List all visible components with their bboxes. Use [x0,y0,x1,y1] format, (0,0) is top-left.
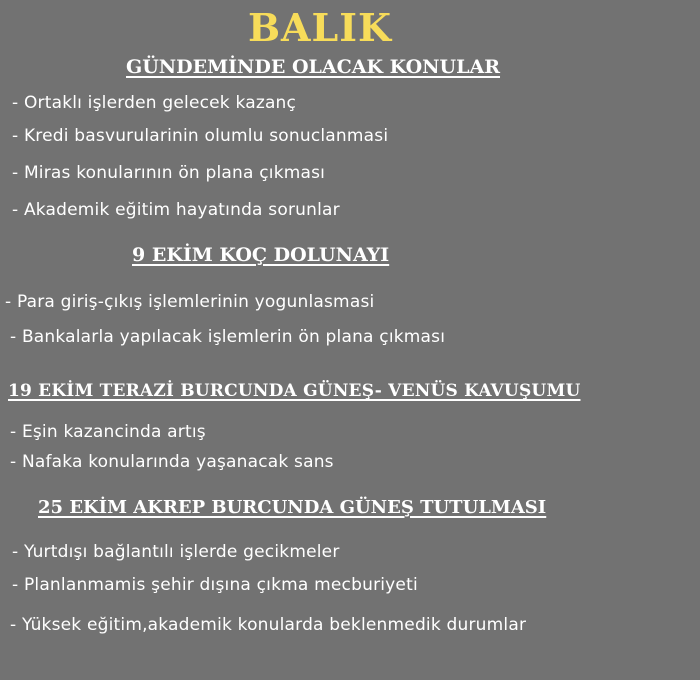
list-item: - Kredi basvurularinin olumlu sonuclanmasi [12,126,389,146]
list-item: - Planlanmamis şehir dışına çıkma mecburiyeti [12,575,418,595]
list-item: - Yurtdışı bağlantılı işlerde gecikmeler [12,542,340,562]
section-heading-gundem: GÜNDEMİNDE OLACAK KONULAR [126,56,501,78]
list-item: - Para giriş-çıkış işlemlerinin yogunlasmasi [5,292,375,312]
list-item: - Nafaka konularında yaşanacak sans [10,452,334,472]
list-item: - Miras konularının ön plana çıkması [12,163,326,183]
section-heading-koc-dolunayi: 9 EKİM KOÇ DOLUNAYI [132,244,390,266]
list-item: - Yüksek eğitim,akademik konularda beklenmedik durumlar [10,615,527,635]
list-item: - Bankalarla yapılacak işlemlerin ön plana çıkması [10,327,446,347]
section-heading-terazi-kavusumu: 19 EKİM TERAZİ BURCUNDA GÜNEŞ- VENÜS KAVUŞUMU [8,381,581,401]
list-item: - Ortaklı işlerden gelecek kazanç [12,93,297,113]
list-item: - Akademik eğitim hayatında sorunlar [12,200,340,220]
page-title: BALIK [247,5,393,50]
list-item: - Eşin kazancinda artış [10,422,206,442]
section-heading-akrep-tutulmasi: 25 EKİM AKREP BURCUNDA GÜNEŞ TUTULMASI [38,497,547,518]
